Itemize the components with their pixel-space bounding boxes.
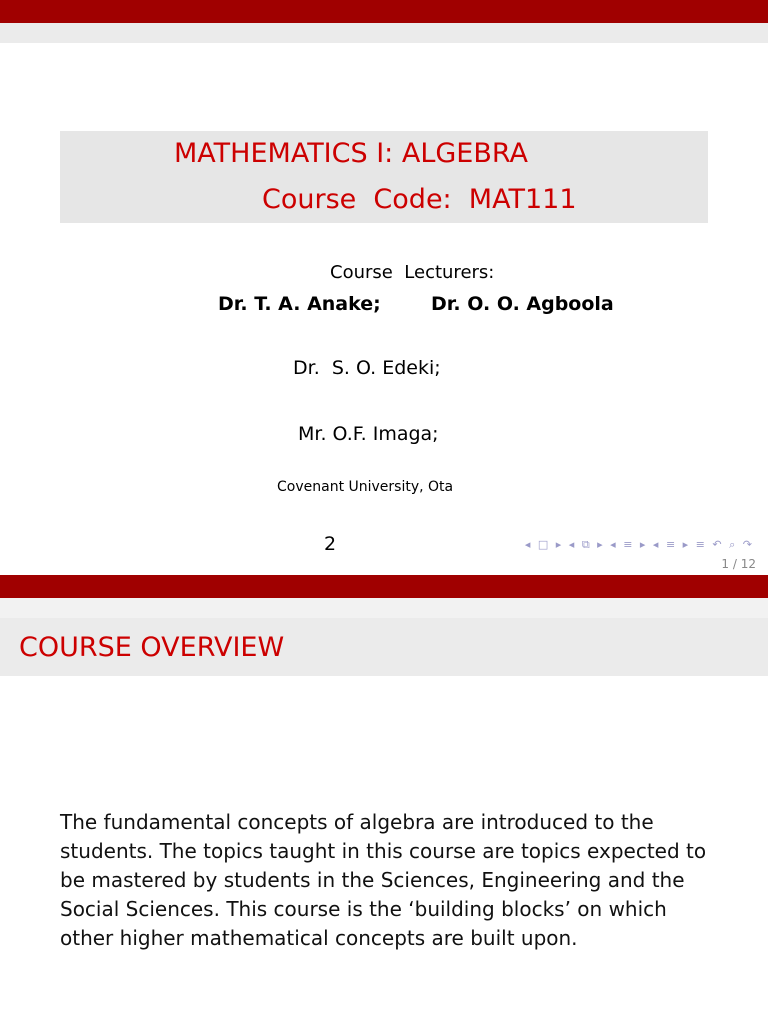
university: Covenant University, Ota <box>277 479 454 495</box>
beamer-navigation-icons[interactable]: ◂ □ ▸ ◂ ⧉ ▸ ◂ ≡ ▸ ◂ ≡ ▸ ≡ ↶ ⌕ ↷ <box>524 538 754 551</box>
lecturer: Dr. S. O. Edeki; <box>293 357 441 379</box>
slide-number: 2 <box>324 533 337 555</box>
course-code: Course Code: MAT111 <box>262 184 577 215</box>
slide-divider-bar <box>0 575 768 598</box>
slide-divider-subbar <box>0 598 768 618</box>
frame-title: COURSE OVERVIEW <box>19 632 285 663</box>
lecturer: Dr. T. A. Anake; <box>218 293 381 315</box>
lecturers-label: Course Lecturers: <box>330 262 495 283</box>
lecturer: Dr. O. O. Agboola <box>431 293 614 315</box>
slide-title: MATHEMATICS I: ALGEBRA <box>174 138 529 169</box>
overview-paragraph: The fundamental concepts of algebra are introduced to the students. The topics taught in this course are topics expected to be mastered by students in the Sciences, Engineering and the Social Sciences. This course is the ‘building blocks’ on which other higher mathematical concepts are built upon. <box>60 810 707 950</box>
header-subbar <box>0 23 768 43</box>
header-bar <box>0 0 768 23</box>
lecturer: Mr. O.F. Imaga; <box>298 423 439 445</box>
page-counter: 1 / 12 <box>721 557 756 571</box>
